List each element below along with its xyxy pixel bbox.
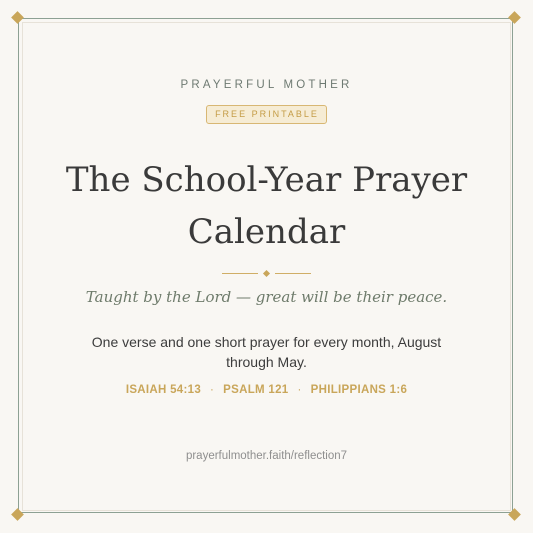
title-line-2: Calendar [187,212,346,252]
description: One verse and one short prayer for every month, August through May. [91,334,442,370]
tagline: Taught by the Lord — great will be their peace. [85,288,448,306]
website-url: prayerfulmother.faith/reflection7 [185,450,348,462]
reference-3: PHILIPPIANS 1:6 [310,384,408,396]
reference-1: ISAIAH 54:13 [125,384,202,396]
reference-2: PSALM 121 [223,384,289,396]
ornamental-divider [0,272,533,275]
badge-container [0,104,533,124]
divider-line-left [222,273,258,274]
reference-separator: · [297,384,302,396]
brand-name: PRAYERFUL MOTHER [180,79,353,91]
divider-line-right [275,273,311,274]
title-line-1: The School-Year Prayer [65,160,468,200]
divider-diamond-icon [263,270,270,277]
scripture-references [0,384,533,396]
reference-separator: · [210,384,215,396]
page-title [20,154,513,258]
free-printable-badge: FREE PRINTABLE [206,105,327,124]
